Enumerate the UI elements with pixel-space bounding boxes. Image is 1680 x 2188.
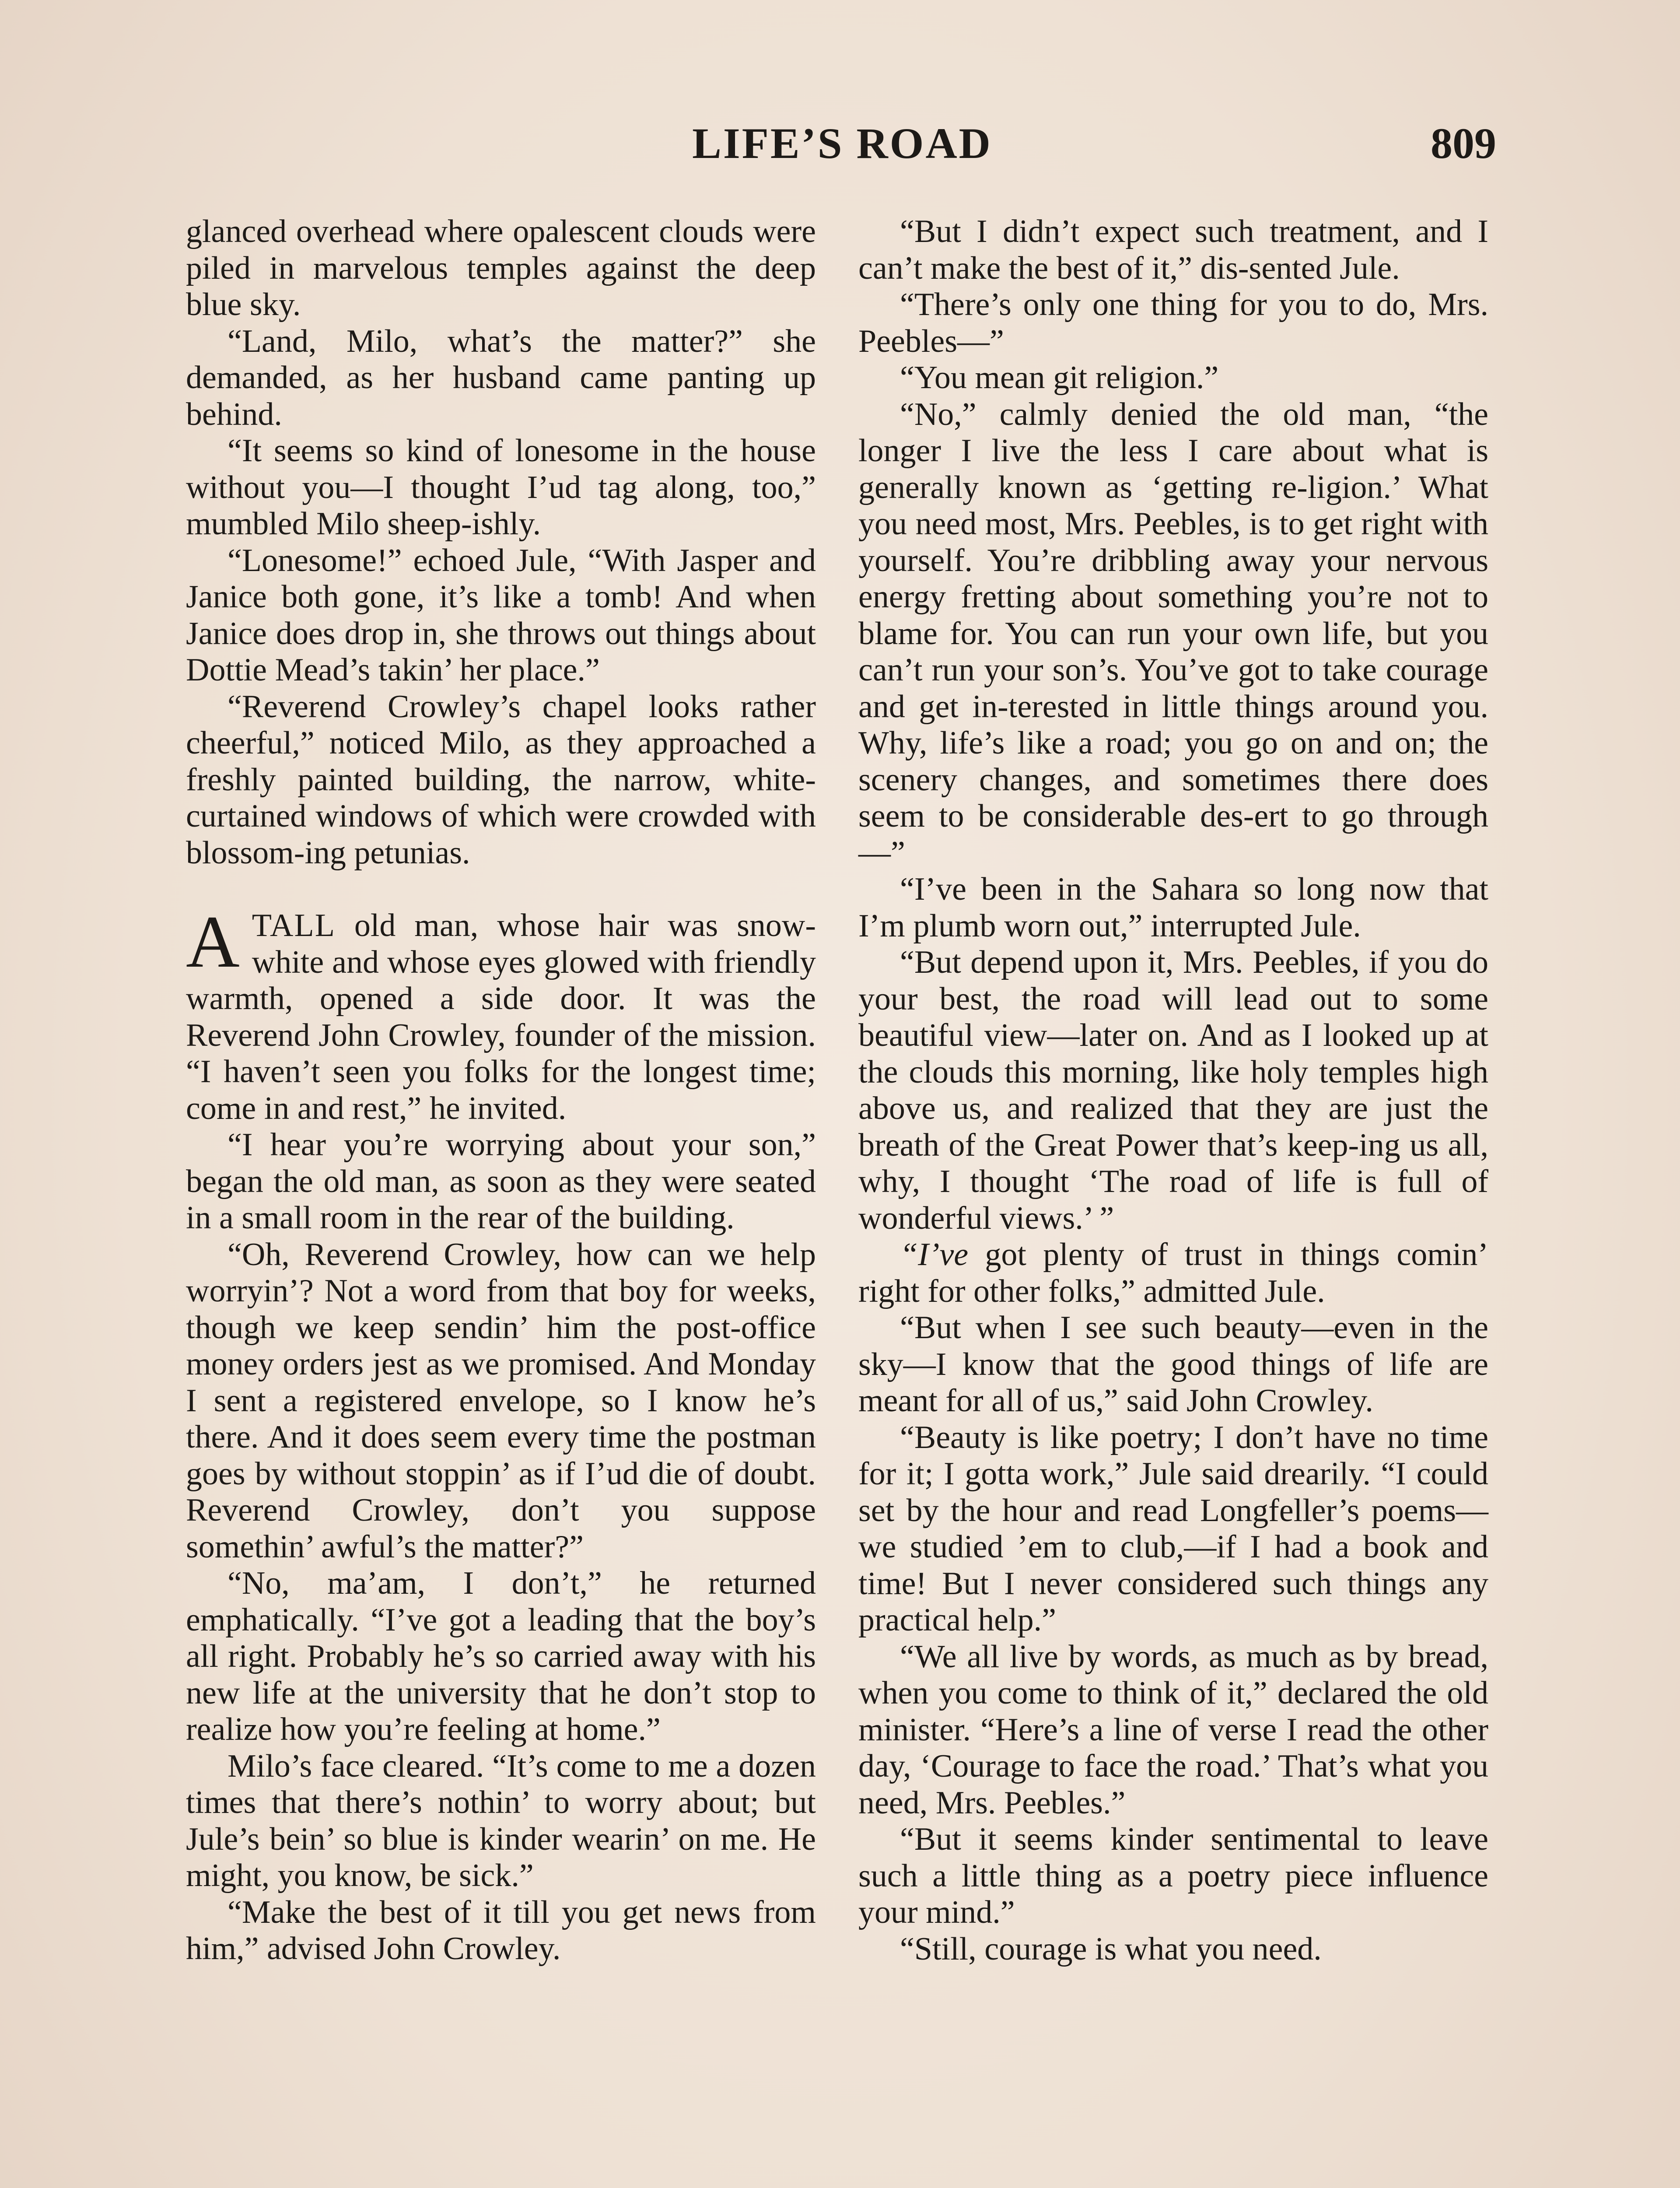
paragraph: glanced overhead where opalescent clouds were piled in marvelous temples against the deep blue sky. [186, 214, 816, 323]
section-break [186, 871, 816, 908]
page-header [188, 118, 1496, 175]
paragraph-text: old man, whose hair was snow-white and whose eyes glowed with friendly warmth, opened a side door. It was the Reverend John Crowley, founder of the mission. “I haven’t seen you folks for the longest time; come in and rest,” he invited. [186, 908, 816, 1126]
page-number: 809 [1431, 119, 1496, 168]
section-opening-paragraph [186, 901, 816, 1127]
paragraph: “No,” calmly denied the old man, “the longer I live the less I care about what is generally known as ‘getting re-ligion.’ What you need most, Mrs. Peebles, is to get right with yourself. You’re dribbling away your nervous energy fretting about something you’re not to blame for. You can run your own life, but you can’t run your son’s. You’ve got to take courage and get in-terested in little things around you. Why, life’s like a road; you go on and on; the scenery changes, and sometimes there does seem to be considerable des-ert to go through—” [858, 396, 1488, 871]
paragraph: “But I didn’t expect such treatment, and I can’t make the best of it,” dis-sented Jule. [858, 214, 1488, 286]
paragraph: “Reverend Crowley’s chapel looks rather cheerful,” noticed Milo, as they approached a freshly painted building, the narrow, white-curtained windows of which were crowded with blossom-ing petunias. [186, 688, 816, 871]
running-title: LIFE’S ROAD [692, 119, 992, 168]
paragraph: “Beauty is like poetry; I don’t have no time for it; I gotta work,” Jule said drearily. “I could set by the hour and read Longfeller’s poems—we studied ’em to club,—if I had a book and time! But I never considered such things any practical help.” [858, 1419, 1488, 1638]
paragraph: “But it seems kinder sentimental to leave such a little thing as a poetry piece influence your mind.” [858, 1821, 1488, 1930]
right-column [858, 214, 1488, 1967]
paragraph: “I hear you’re worrying about your son,” began the old man, as soon as they were seated in a small room in the rear of the building. [186, 1127, 816, 1236]
paragraph: “We all live by words, as much as by bread, when you come to think of it,” declared the old minister. “Here’s a line of verse I read the other day, ‘Courage to face the road.’ That’s what you need, Mrs. Peebles.” [858, 1638, 1488, 1821]
paragraph [858, 1237, 1488, 1310]
paragraph: “You mean git religion.” [900, 360, 1219, 396]
paragraph: “Make the best of it till you get news from him,” advised John Crowley. [186, 1894, 816, 1967]
paragraph: “But when I see such beauty—even in the sky—I know that the good things of life are meant for all of us,” said John Crowley. [858, 1310, 1488, 1419]
paragraph: “Lonesome!” echoed Jule, “With Jasper and Janice both gone, it’s like a tomb! And when Janice does drop in, she throws out things about Dottie Mead’s takin’ her place.” [186, 542, 816, 688]
paragraph: “No, ma’am, I don’t,” he returned emphatically. “I’ve got a leading that the boy’s all right. Probably he’s so carried away with his new life at the university that he don’t stop to realize how you’re feeling at home.” [186, 1565, 816, 1747]
small-caps-lead: TALL [252, 908, 336, 943]
left-column [186, 214, 816, 1967]
paragraph: “There’s only one thing for you to do, Mrs. Peebles—” [858, 287, 1488, 359]
paragraph: “Oh, Reverend Crowley, how can we help worryin’? Not a word from that boy for weeks, though we keep sendin’ him the post-office money orders jest as we promised. And Monday I sent a registered envelope, so I know he’s there. And it does seem every time the postman goes by without stoppin’ as if I’ud die of doubt. Reverend Crowley, don’t you suppose somethin’ awful’s the matter?” [186, 1236, 816, 1565]
paragraph: “But depend upon it, Mrs. Peebles, if you do your best, the road will lead out to some beautiful view—later on. And as I looked up at the clouds this morning, like holy temples high above us, and realized that they are just the breath of the Great Power that’s keep-ing us all, why, I thought ‘The road of life is full of wonderful views.’ ” [858, 944, 1488, 1236]
italic-word: “I’ve [900, 1237, 969, 1273]
paragraph: “I’ve been in the Sahara so long now that I’m plumb worn out,” interrupted Jule. [858, 871, 1488, 944]
paragraph-text: got plenty of trust in things comin’ right for other folks,” admitted Jule. [858, 1237, 1488, 1309]
drop-cap: A [186, 901, 240, 983]
paragraph: “Still, courage is what you need. [900, 1931, 1322, 1967]
paragraph: “Land, Milo, what’s the matter?” she demanded, as her husband came panting up behind. [186, 323, 816, 432]
paragraph: “It seems so kind of lonesome in the house without you—I thought I’ud tag along, too,” mumbled Milo sheep-ishly. [186, 433, 816, 542]
paragraph: Milo’s face cleared. “It’s come to me a dozen times that there’s nothin’ to worry about; but Jule’s bein’ so blue is kinder wearin’ on me. He might, you know, be sick.” [186, 1748, 816, 1893]
